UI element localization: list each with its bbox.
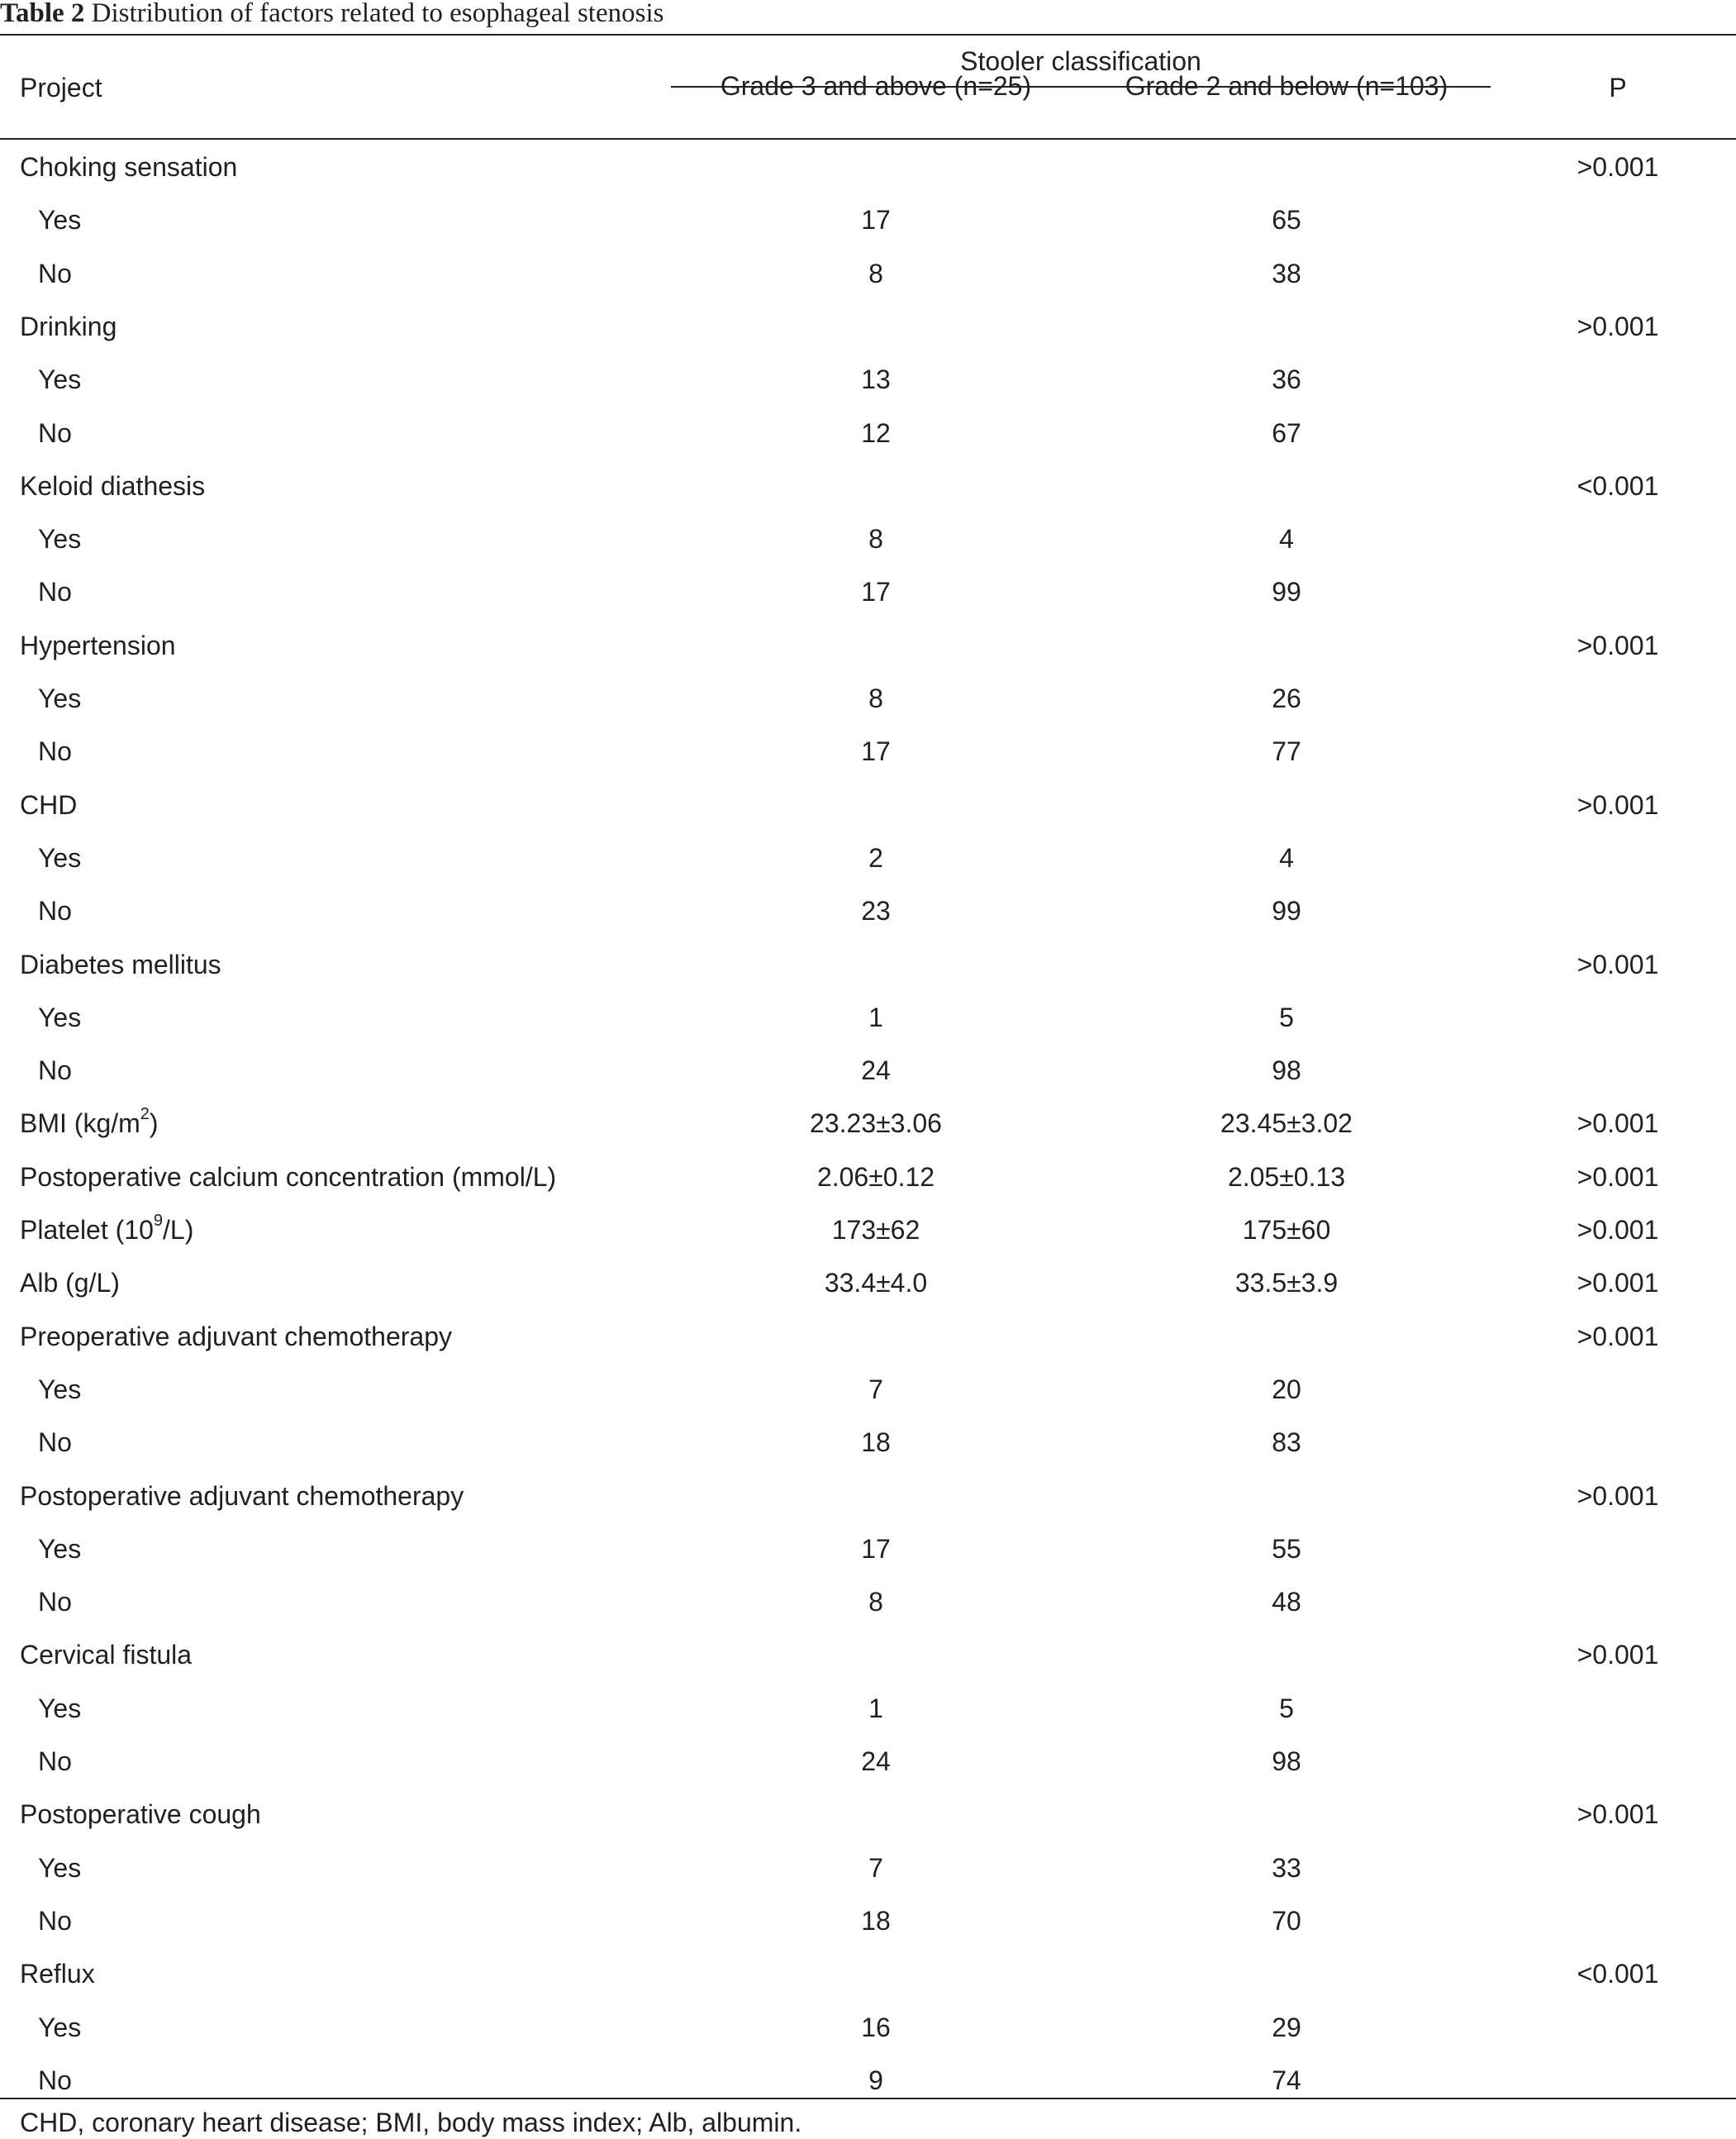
header-project: Project	[20, 73, 102, 102]
cell-grade3-above: 33.4±4.0	[824, 1268, 928, 1298]
row-label: Keloid diathesis	[20, 471, 206, 501]
row-label: Hypertension	[20, 631, 176, 660]
cell-grade2-below: 67	[1272, 418, 1301, 448]
cell-p-value: >0.001	[1577, 631, 1659, 660]
cell-grade2-below: 23.45±3.02	[1220, 1108, 1353, 1138]
row-sub-label: Yes	[38, 1853, 82, 1883]
row-sub-label: No	[38, 259, 72, 288]
cell-p-value: <0.001	[1577, 471, 1659, 501]
row-sub-label: No	[38, 1746, 72, 1776]
cell-grade2-below: 38	[1272, 259, 1301, 288]
header-p-value: P	[1609, 73, 1627, 102]
row-sub-label: Yes	[38, 1694, 82, 1723]
cell-p-value: >0.001	[1577, 1162, 1659, 1192]
row-label: Alb (g/L)	[20, 1268, 120, 1298]
row-sub-label: Yes	[38, 843, 82, 873]
cell-grade3-above: 8	[868, 684, 883, 713]
cell-grade2-below: 4	[1279, 843, 1294, 873]
header-stooler-classification: Stooler classification	[960, 46, 1201, 76]
bottom-rule	[0, 2098, 1736, 2099]
row-sub-label: No	[38, 736, 72, 766]
cell-grade3-above: 24	[861, 1746, 891, 1776]
cell-grade2-below: 99	[1272, 577, 1301, 607]
cell-grade2-below: 29	[1272, 2013, 1301, 2042]
cell-p-value: >0.001	[1577, 1322, 1659, 1351]
cell-p-value: >0.001	[1577, 1268, 1659, 1298]
cell-grade2-below: 65	[1272, 205, 1301, 235]
cell-grade3-above: 8	[868, 1587, 883, 1617]
row-label: Platelet $(10^9/L)$	[20, 1212, 194, 1245]
row-label: BMI $(kg/m^2)$	[20, 1105, 159, 1138]
cell-grade2-below: 77	[1272, 736, 1301, 766]
header-grade2-below: Grade 2 and below (n=103)	[1125, 71, 1448, 101]
cell-grade3-above: 1	[868, 1694, 883, 1723]
row-sub-label: No	[38, 1906, 72, 1936]
cell-grade2-below: 33.5±3.9	[1234, 1268, 1339, 1298]
cell-grade2-below: 5	[1279, 1694, 1294, 1723]
row-label: Preoperative adjuvant chemotherapy	[20, 1322, 452, 1351]
cell-p-value: >0.001	[1577, 950, 1659, 979]
row-label: Choking sensation	[20, 152, 238, 182]
row-label: Drinking	[20, 312, 117, 341]
cell-grade2-below: 20	[1272, 1374, 1301, 1404]
cell-grade2-below: 36	[1272, 364, 1301, 394]
cell-grade3-above: 1	[868, 1003, 883, 1032]
row-sub-label: No	[38, 1427, 72, 1457]
cell-p-value: >0.001	[1577, 1799, 1659, 1829]
cell-grade3-above: 7	[868, 1853, 883, 1883]
header-rule	[0, 138, 1736, 140]
cell-grade3-above: 7	[868, 1374, 883, 1404]
cell-grade3-above: 23	[861, 896, 891, 926]
cell-grade2-below: 70	[1272, 1906, 1301, 1936]
row-label: Cervical fistula	[20, 1640, 193, 1670]
cell-grade2-below: 99	[1272, 896, 1301, 926]
row-sub-label: No	[38, 418, 72, 448]
cell-grade3-above: 173±62	[831, 1215, 920, 1245]
cell-grade2-below: 98	[1272, 1055, 1301, 1085]
cell-grade3-above: 18	[861, 1906, 891, 1936]
row-sub-label: Yes	[38, 1374, 82, 1404]
cell-grade2-below: 4	[1279, 524, 1294, 554]
top-rule	[0, 34, 1736, 36]
cell-grade2-below: 48	[1272, 1587, 1301, 1617]
cell-grade3-above: 13	[861, 364, 891, 394]
row-sub-label: No	[38, 577, 72, 607]
cell-p-value: >0.001	[1577, 1215, 1659, 1245]
cell-grade3-above: 16	[861, 2013, 891, 2042]
cell-grade2-below: 33	[1272, 1853, 1301, 1883]
row-label: Postoperative adjuvant chemotherapy	[20, 1481, 464, 1511]
cell-grade2-below: 175±60	[1242, 1215, 1331, 1245]
cell-grade3-above: 17	[861, 736, 891, 766]
table-number: Table 2	[0, 0, 85, 28]
cell-p-value: >0.001	[1577, 312, 1659, 341]
row-sub-label: Yes	[38, 1534, 82, 1564]
cell-grade3-above: 8	[868, 524, 883, 554]
row-label: CHD	[20, 790, 78, 820]
cell-p-value: >0.001	[1577, 1481, 1659, 1511]
table-caption	[0, 0, 663, 33]
cell-grade3-above: 23.23±3.06	[810, 1108, 942, 1138]
cell-p-value: >0.001	[1577, 790, 1659, 820]
cell-grade3-above: 8	[868, 259, 883, 288]
cell-grade3-above: 18	[861, 1427, 891, 1457]
cell-p-value: >0.001	[1577, 1108, 1659, 1138]
cell-grade3-above: 17	[861, 205, 891, 235]
row-sub-label: No	[38, 1587, 72, 1617]
row-label: Postoperative calcium concentration (mmol/L)	[20, 1162, 557, 1192]
row-sub-label: Yes	[38, 205, 82, 235]
cell-grade2-below: 26	[1272, 684, 1301, 713]
row-label: Postoperative cough	[20, 1799, 261, 1829]
row-sub-label: Yes	[38, 364, 82, 394]
row-sub-label: Yes	[38, 684, 82, 713]
row-label: Diabetes mellitus	[20, 950, 221, 979]
row-sub-label: Yes	[38, 1003, 82, 1032]
cell-grade2-below: 55	[1272, 1534, 1301, 1564]
cell-p-value: >0.001	[1577, 1640, 1659, 1670]
cell-grade3-above: 17	[861, 1534, 891, 1564]
cell-grade2-below: 5	[1279, 1003, 1294, 1032]
table-title: Distribution of factors related to esophageal stenosis	[91, 0, 664, 28]
cell-grade2-below: 98	[1272, 1746, 1301, 1776]
table-footnote: CHD, coronary heart disease; BMI, body mass index; Alb, albumin.	[20, 2108, 802, 2137]
row-sub-label: No	[38, 896, 72, 926]
cell-grade2-below: 74	[1272, 2065, 1301, 2095]
row-sub-label: No	[38, 2065, 72, 2095]
row-sub-label: Yes	[38, 2013, 82, 2042]
cell-grade3-above: 12	[861, 418, 891, 448]
cell-p-value: >0.001	[1577, 152, 1659, 182]
cell-grade3-above: 2.06±0.12	[816, 1162, 935, 1192]
cell-grade2-below: 83	[1272, 1427, 1301, 1457]
cell-p-value: <0.001	[1577, 1959, 1659, 1989]
cell-grade3-above: 24	[861, 1055, 891, 1085]
cell-grade3-above: 9	[868, 2065, 883, 2095]
cell-grade3-above: 17	[861, 577, 891, 607]
header-grade3-above: Grade 3 and above (n=25)	[720, 71, 1032, 101]
row-sub-label: Yes	[38, 524, 82, 554]
row-label: Reflux	[20, 1959, 95, 1989]
cell-grade2-below: 2.05±0.13	[1227, 1162, 1346, 1192]
row-sub-label: No	[38, 1055, 72, 1085]
cell-grade3-above: 2	[868, 843, 883, 873]
